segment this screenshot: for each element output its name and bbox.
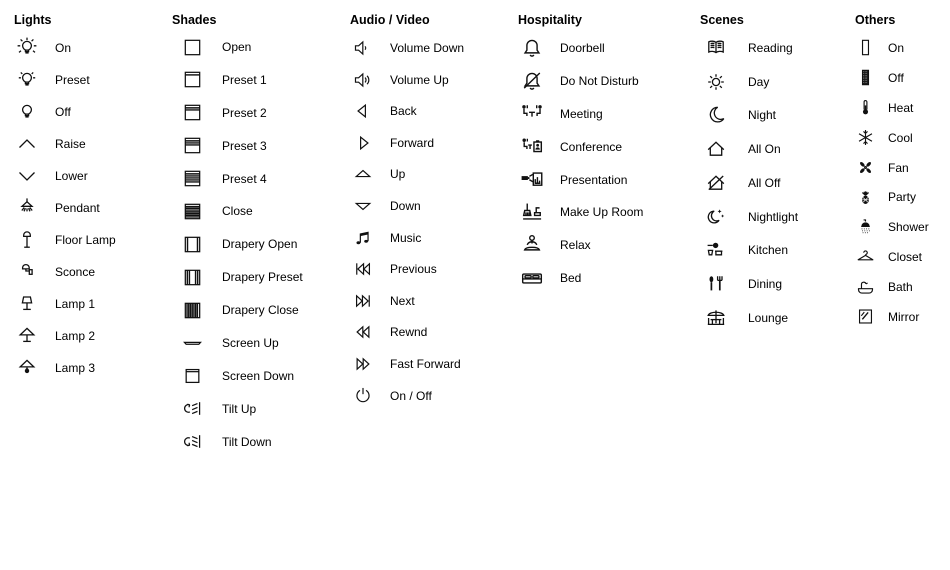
legend-row: [351, 64, 464, 96]
legend-row: [180, 31, 303, 64]
legend-row: [351, 159, 464, 191]
legend-label: Preset 2: [222, 105, 267, 120]
legend-label: Volume Up: [390, 72, 449, 87]
legend-row: [351, 222, 464, 254]
legend-label: Off: [888, 70, 904, 85]
legend-label: Conference: [560, 139, 623, 154]
legend-label: Drapery Open: [222, 237, 298, 252]
legend-label: Tilt Up: [222, 401, 257, 416]
raise-chevron-icon: [14, 132, 40, 156]
volume-up-icon: [351, 69, 374, 91]
shade-preset-3-icon: [180, 134, 204, 157]
legend-label: Pendant: [55, 201, 100, 215]
legend-label: Lamp 3: [55, 361, 96, 375]
legend-row: [351, 95, 464, 127]
legend-row: [702, 301, 798, 335]
legend-label: Nightlight: [748, 209, 799, 224]
legend-row: [14, 224, 116, 256]
legend-row: [351, 285, 464, 317]
legend-row: [351, 190, 464, 222]
legend-label: Heat: [888, 100, 914, 115]
section-title: Scenes: [700, 13, 744, 27]
legend-label: Open: [222, 40, 252, 55]
legend-label: Drapery Close: [222, 303, 299, 318]
legend-label: Do Not Disturb: [560, 73, 639, 88]
section-title: Hospitality: [518, 13, 582, 27]
legend-row: [517, 196, 643, 229]
forward-icon: [351, 132, 374, 154]
legend-label: Close: [222, 204, 253, 219]
fast-forward-icon: [351, 353, 374, 375]
shade-preset-4-icon: [180, 167, 204, 190]
legend-row: [14, 96, 116, 128]
legend-row: [14, 192, 116, 224]
legend-row: [854, 63, 929, 93]
back-icon: [351, 100, 374, 122]
legend-row: [351, 348, 464, 380]
legend-label: Lounge: [748, 310, 789, 325]
cool-icon: [854, 127, 876, 148]
table-lamp-2-icon: [14, 324, 40, 348]
legend-label: Reading: [748, 40, 793, 55]
legend-row: [517, 130, 643, 163]
legend-row: [702, 234, 798, 268]
mirror-icon: [854, 306, 876, 327]
legend-label: Music: [390, 230, 422, 245]
legend-row: [14, 128, 116, 160]
volume-down-icon: [351, 37, 374, 59]
light-off-icon: [14, 100, 40, 124]
nightlight-icon: [702, 205, 729, 229]
legend-row: [14, 160, 116, 192]
music-icon: [351, 227, 374, 249]
shade-preset-1-icon: [180, 68, 204, 91]
legend-row: [14, 32, 116, 64]
legend-label: Lamp 2: [55, 329, 96, 343]
legend-row: [180, 195, 303, 228]
section-title: Others: [855, 13, 896, 27]
make-up-room-icon: [517, 199, 547, 225]
legend-label: On / Off: [390, 388, 432, 403]
legend-label: Meeting: [560, 106, 603, 121]
legend-label: Preset 1: [222, 72, 267, 87]
legend-label: Fan: [888, 160, 909, 175]
legend-row: [14, 352, 116, 384]
legend-label: Lower: [55, 169, 88, 183]
legend-label: On: [55, 41, 72, 55]
switch-on-icon: [854, 37, 876, 58]
legend-label: Raise: [55, 137, 86, 151]
meeting-icon: [517, 101, 547, 127]
legend-label: Mirror: [888, 309, 920, 324]
dining-icon: [702, 272, 729, 296]
presentation-icon: [517, 167, 547, 193]
relax-icon: [517, 232, 547, 258]
light-on-icon: [14, 36, 40, 60]
bath-icon: [854, 277, 876, 298]
legend-row: [517, 229, 643, 262]
legend-label: Lamp 1: [55, 297, 96, 311]
legend-label: Back: [390, 104, 417, 119]
legend-row: [854, 182, 929, 212]
legend-row: [854, 123, 929, 153]
legend-row: [517, 64, 643, 97]
legend-row: [702, 267, 798, 301]
legend-label: Kitchen: [748, 243, 789, 258]
legend-label: All On: [748, 142, 781, 157]
legend-row: [517, 163, 643, 196]
shower-icon: [854, 217, 876, 238]
legend-row: [702, 99, 798, 133]
legend-row: [180, 327, 303, 360]
legend-row: [180, 261, 303, 294]
party-icon: [854, 187, 876, 208]
all-off-icon: [702, 171, 729, 195]
legend-label: Day: [748, 74, 770, 89]
legend-label: Fast Forward: [390, 356, 461, 371]
section-title: Audio / Video: [350, 13, 430, 27]
light-preset-icon: [14, 68, 40, 92]
legend-label: All Off: [748, 175, 781, 190]
legend-row: [854, 33, 929, 63]
legend-label: Party: [888, 190, 917, 205]
legend-row: [702, 166, 798, 200]
legend-label: Previous: [390, 262, 437, 277]
legend-label: Drapery Preset: [222, 270, 303, 285]
legend-row: [351, 32, 464, 64]
legend-row: [702, 31, 798, 65]
legend-label: Off: [55, 105, 71, 119]
section-title: Lights: [14, 13, 52, 27]
reading-icon: [702, 36, 729, 60]
legend-label: Preset 3: [222, 138, 267, 153]
legend-row: [351, 253, 464, 285]
legend-row: [180, 63, 303, 96]
lounge-icon: [702, 306, 729, 330]
table-lamp-3-icon: [14, 356, 40, 380]
legend-label: Up: [390, 167, 406, 182]
shade-close-icon: [180, 200, 204, 223]
bed-icon: [517, 265, 547, 291]
legend-row: [180, 360, 303, 393]
legend-row: [517, 32, 643, 65]
legend-label: Night: [748, 108, 777, 123]
legend-row: [14, 320, 116, 352]
legend-label: Presentation: [560, 172, 628, 187]
legend-label: Tilt Down: [222, 434, 272, 449]
legend-row: [180, 96, 303, 129]
lower-chevron-icon: [14, 164, 40, 188]
screen-up-icon: [180, 332, 204, 355]
legend-row: [180, 228, 303, 261]
drapery-close-icon: [180, 299, 204, 322]
legend-row: [180, 129, 303, 162]
switch-off-icon: [854, 67, 876, 88]
legend-row: [854, 302, 929, 332]
sconce-icon: [14, 260, 40, 284]
legend-row: [180, 392, 303, 425]
do-not-disturb-icon: [517, 68, 547, 94]
legend-row: [854, 153, 929, 183]
legend-label: Volume Down: [390, 40, 465, 55]
closet-icon: [854, 247, 876, 268]
legend-label: Dining: [748, 277, 783, 292]
all-on-icon: [702, 137, 729, 161]
rewind-icon: [351, 321, 374, 343]
legend-label: Bed: [560, 271, 582, 286]
tilt-down-icon: [180, 430, 204, 453]
legend-row: [14, 288, 116, 320]
legend-label: Sconce: [55, 265, 96, 279]
legend-row: [180, 294, 303, 327]
legend-row: [180, 162, 303, 195]
fan-icon: [854, 157, 876, 178]
shade-open-icon: [180, 36, 204, 59]
legend-row: [517, 97, 643, 130]
legend-row: [14, 64, 116, 96]
shade-preset-2-icon: [180, 101, 204, 124]
legend-label: Closet: [888, 250, 923, 265]
legend-label: Shower: [888, 220, 929, 235]
legend-label: Forward: [390, 135, 435, 150]
legend-row: [180, 425, 303, 458]
drapery-preset-icon: [180, 266, 204, 289]
legend-row: [351, 127, 464, 159]
kitchen-icon: [702, 238, 729, 262]
legend-label: Bath: [888, 280, 913, 295]
legend-label: Next: [390, 293, 415, 308]
previous-track-icon: [351, 258, 374, 280]
table-lamp-1-icon: [14, 292, 40, 316]
legend-label: Doorbell: [560, 41, 605, 56]
pendant-light-icon: [14, 196, 40, 220]
legend-label: Preset: [55, 73, 90, 87]
tilt-up-icon: [180, 397, 204, 420]
legend-label: Screen Down: [222, 368, 295, 383]
next-track-icon: [351, 290, 374, 312]
legend-row: [854, 212, 929, 242]
legend-label: Preset 4: [222, 171, 267, 186]
floor-lamp-icon: [14, 228, 40, 252]
legend-row: [351, 317, 464, 349]
legend-row: [702, 132, 798, 166]
legend-row: [14, 256, 116, 288]
legend-label: Relax: [560, 238, 591, 253]
legend-label: Cool: [888, 130, 913, 145]
down-icon: [351, 195, 374, 217]
legend-row: [702, 200, 798, 234]
night-icon: [702, 103, 729, 127]
legend-row: [351, 380, 464, 412]
legend-label: Floor Lamp: [55, 233, 116, 247]
legend-label: Screen Up: [222, 336, 279, 351]
day-icon: [702, 70, 729, 94]
legend-row: [854, 242, 929, 272]
section-title: Shades: [172, 13, 217, 27]
drapery-open-icon: [180, 233, 204, 256]
legend-row: [517, 262, 643, 295]
legend-label: Down: [390, 198, 421, 213]
up-icon: [351, 163, 374, 185]
heat-icon: [854, 97, 876, 118]
legend-label: On: [888, 40, 905, 55]
legend-label: Rewnd: [390, 325, 428, 340]
legend-row: [702, 65, 798, 99]
doorbell-icon: [517, 35, 547, 61]
screen-down-icon: [180, 364, 204, 387]
legend-label: Make Up Room: [560, 205, 644, 220]
conference-icon: [517, 134, 547, 160]
legend-row: [854, 272, 929, 302]
power-icon: [351, 385, 374, 407]
legend-row: [854, 93, 929, 123]
